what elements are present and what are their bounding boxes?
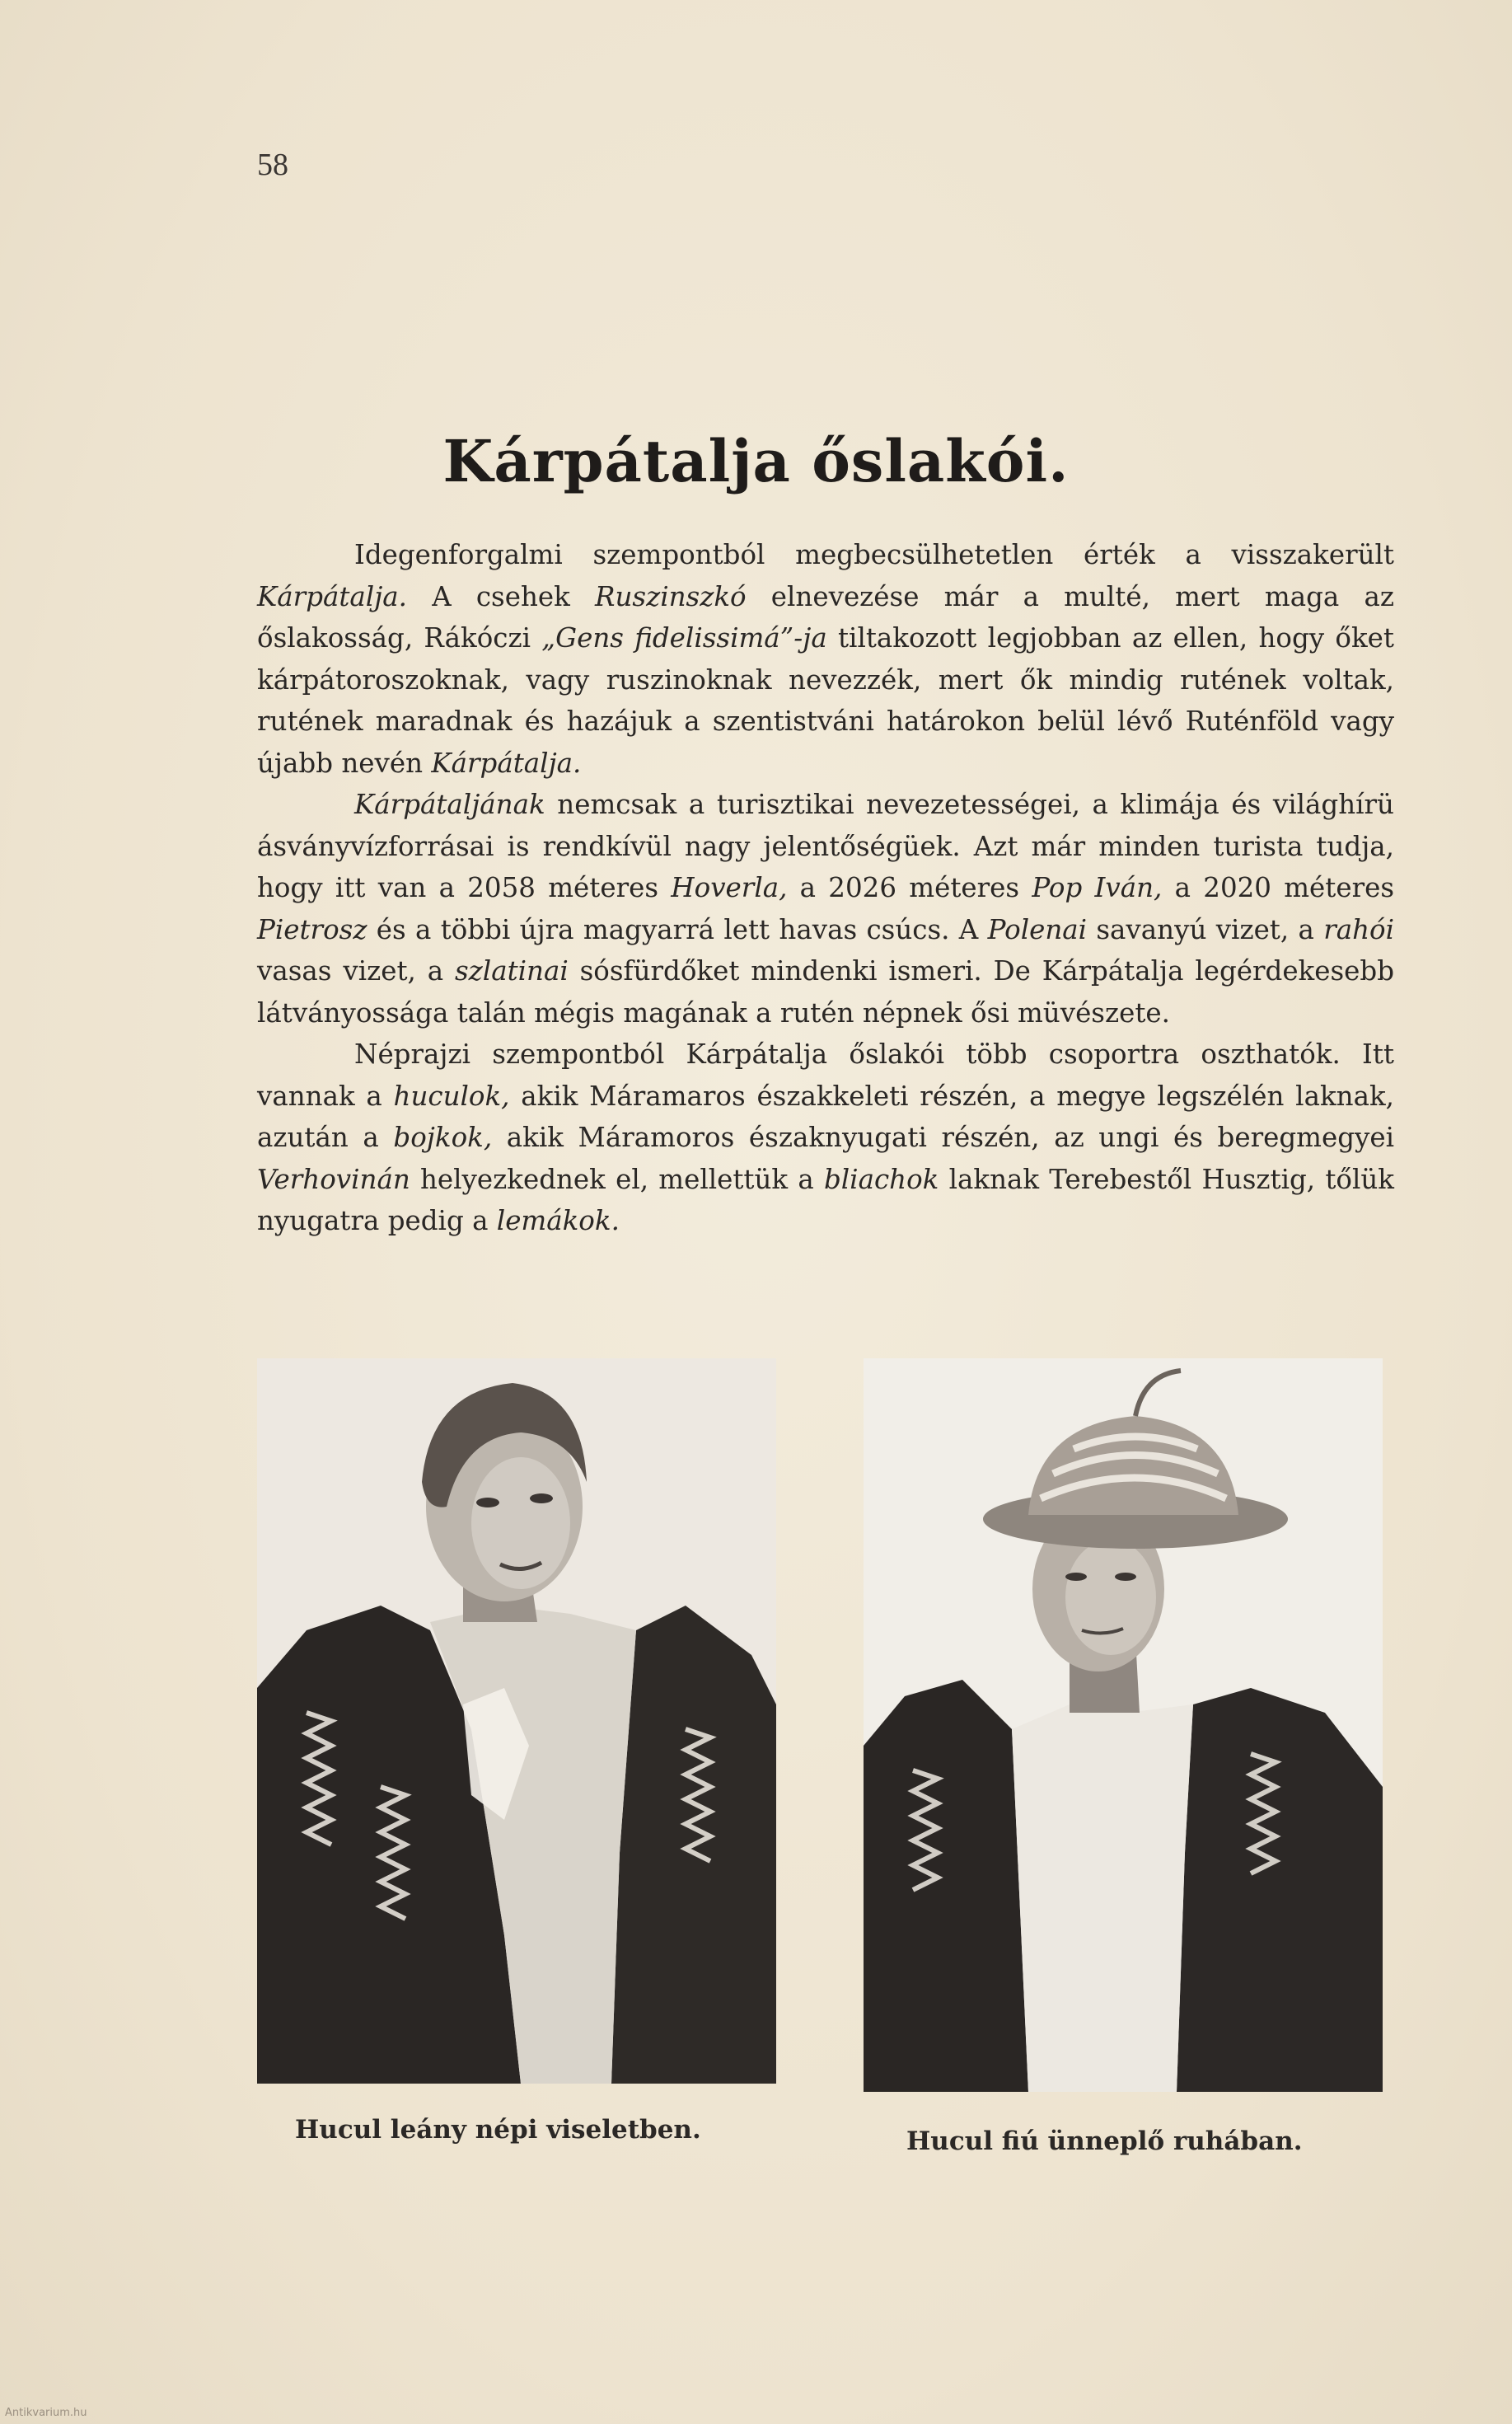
italic-text-run: „Gens fidelissimá”-ja	[541, 622, 827, 654]
text-run: elnevezése már a multé, mert maga az őslakosság, Rákóczi	[257, 580, 1394, 654]
text-run: helyezkednek el, mellettük a	[410, 1163, 824, 1195]
text-run: Idegenforgalmi szempontból megbecsülhetetlen érték a visszakerült	[354, 539, 1394, 570]
italic-text-run: bojkok,	[393, 1122, 493, 1153]
text-run: A csehek	[407, 580, 596, 612]
caption-right-photo: Hucul fiú ünneplő ruhában.	[906, 2126, 1303, 2156]
text-run: akik Máramaros északkeleti részén, a megye legszélén laknak, azután a	[257, 1080, 1394, 1153]
paragraph-3	[257, 1034, 1394, 1242]
paragraph-1	[257, 534, 1394, 784]
text-run: vasas vizet, a	[257, 955, 455, 987]
italic-text-run: Pop Iván,	[1032, 872, 1163, 903]
page-title: Kárpátalja őslakói.	[442, 427, 1070, 495]
page-number: 58	[257, 148, 288, 182]
photo-hucul-boy	[864, 1358, 1383, 2092]
text-run: és a többi újra magyarrá lett havas csúcs. A	[367, 913, 988, 945]
caption-left-photo: Hucul leány népi viseletben.	[295, 2115, 701, 2145]
text-run: laknak Terebestől Husztig, tőlük nyugatra pedig a	[257, 1163, 1394, 1236]
text-run: a 2026 méteres	[787, 872, 1032, 903]
italic-text-run: Kárpátalja.	[257, 580, 407, 612]
italic-text-run: huculok,	[393, 1080, 510, 1112]
italic-text-run: Kárpátaljának	[354, 789, 545, 820]
text-run: akik Máramoros északnyugati részén, az ungi és beregmegyei	[492, 1122, 1394, 1153]
paragraph-2	[257, 784, 1394, 1034]
text-run: nemcsak a turisztikai nevezetességei, a klimája és világhírü ásványvízforrásai is rendkívül nagy jelentőségüek. Azt már minden turista tudja, hogy itt van a 2058 méteres	[257, 789, 1394, 903]
italic-text-run: bliachok	[823, 1163, 939, 1195]
text-run: savanyú vizet, a	[1087, 913, 1324, 945]
italic-text-run: szlatinai	[455, 955, 569, 987]
text-run: tiltakozott legjobban az ellen, hogy őket kárpátoroszoknak, vagy ruszinoknak nevezzék, mert ők mindig rutének voltak, rutének maradnak és hazájuk a szentistváni határokon belül lévő Ruténföld vagy újabb nevén	[257, 622, 1394, 779]
italic-text-run: lemákok.	[496, 1205, 620, 1236]
article-body	[257, 534, 1394, 1242]
text-run: sósfürdőket mindenki ismeri. De Kárpátalja legérdekesebb látványossága talán mégis magának a rutén népnek ősi müvészete.	[257, 955, 1395, 1029]
photo-hucul-girl	[257, 1358, 776, 2084]
italic-text-run: Ruszinszkó	[595, 580, 747, 612]
italic-text-run: rahói	[1323, 913, 1395, 945]
italic-text-run: Kárpátalja.	[431, 747, 582, 779]
watermark-text: Antikvarium.hu	[5, 2407, 87, 2419]
italic-text-run: Polenai	[987, 913, 1088, 945]
italic-text-run: Verhovinán	[257, 1163, 410, 1195]
italic-text-run: Hoverla,	[671, 872, 788, 903]
text-run: Néprajzi szempontból Kárpátalja őslakói több csoportra oszthatók. Itt vannak a	[257, 1039, 1394, 1112]
italic-text-run: Pietrosz	[257, 913, 367, 945]
text-run: a 2020 méteres	[1162, 872, 1395, 903]
